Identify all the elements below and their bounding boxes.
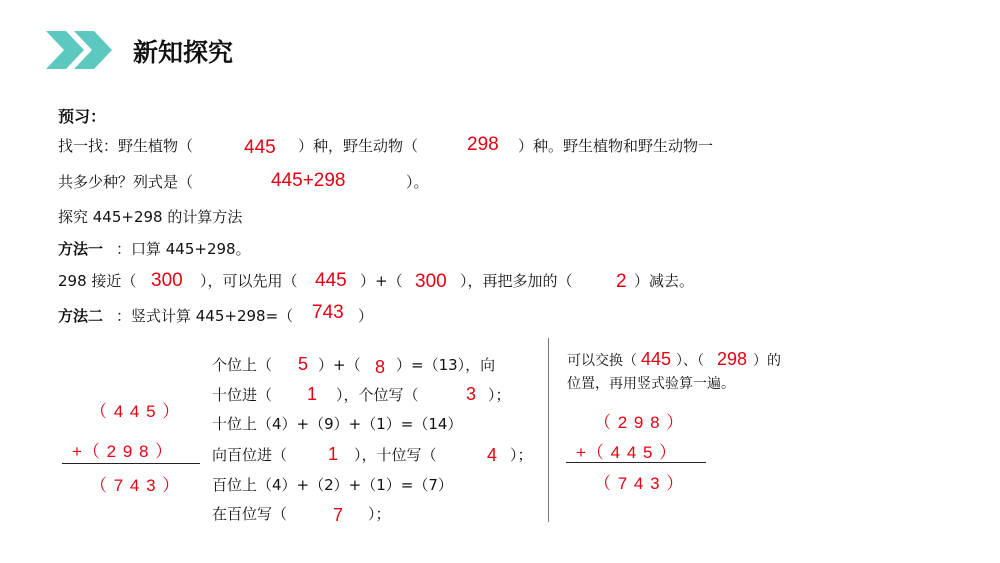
preview-line2-b: ）。 xyxy=(406,173,429,191)
answer-near: 300 xyxy=(151,270,183,291)
step6-a: 在百位写（ xyxy=(212,505,288,523)
vertical-row1: （ 4 4 5 ） xyxy=(90,402,181,421)
step2-b: ），个位写（ xyxy=(336,386,419,404)
step3: 十位上（4）+（9）+（1）=（14） xyxy=(212,415,463,433)
vertical-row3: （ 7 4 3 ） xyxy=(90,476,181,495)
method1-text: ：口算 445+298。 xyxy=(116,240,251,258)
check-row2: +（ 4 4 5 ） xyxy=(576,443,678,462)
method1-line-b: ），可以先用（ xyxy=(200,272,298,290)
step2-c: ）； xyxy=(488,386,511,404)
preview-line1-a: 找一找：野生植物（ xyxy=(58,137,194,155)
method2-text: ：竖式计算 445+298=（ xyxy=(116,307,294,325)
check-row3: （ 7 4 3 ） xyxy=(594,474,685,493)
check-line1-c: ）的 xyxy=(753,353,781,369)
step1-c: ）=（13），向 xyxy=(396,356,496,374)
step1-v1: 5 xyxy=(298,354,309,374)
answer-sum: 743 xyxy=(312,302,344,323)
step1-v2: 8 xyxy=(375,357,386,377)
step4-v1: 1 xyxy=(328,444,339,464)
preview-line2-a: 共多少种？列式是（ xyxy=(58,173,194,191)
check-row1: （ 2 9 8 ） xyxy=(594,413,685,432)
check-sum-rule xyxy=(566,462,706,463)
method1-line-c: ）+（ xyxy=(360,272,403,290)
method1-label: 方法一 xyxy=(58,240,104,258)
step2-a: 十位进（ xyxy=(212,386,273,404)
method2-label: 方法二 xyxy=(58,307,104,325)
step1-b: ）+（ xyxy=(318,356,361,374)
section-divider xyxy=(548,338,549,522)
method2-close: ） xyxy=(358,307,374,325)
answer-extra: 2 xyxy=(616,271,627,292)
step4-b: ），十位写（ xyxy=(354,446,437,464)
answer-first: 445 xyxy=(315,270,347,291)
vertical-row2: +（ 2 9 8 ） xyxy=(72,442,174,461)
answer-animals: 298 xyxy=(467,134,499,155)
check-line1-b: ）、（ xyxy=(676,353,704,369)
explore-line: 探究 445+298 的计算方法 xyxy=(58,208,243,226)
preview-line1-b: ）种，野生动物（ xyxy=(298,137,419,155)
answer-expression: 445+298 xyxy=(271,170,346,191)
step2-v2: 3 xyxy=(466,384,477,404)
vertical-sum-rule xyxy=(62,463,200,464)
step6-b: ）； xyxy=(368,505,391,523)
check-line2: 位置，再用竖式验算一遍。 xyxy=(567,376,735,392)
step4-c: ）； xyxy=(510,446,533,464)
method1-line-e: ）减去。 xyxy=(634,272,695,290)
step6-v: 7 xyxy=(333,505,344,525)
step4-a: 向百位进（ xyxy=(212,446,288,464)
check-v1: 445 xyxy=(641,349,672,369)
step5: 百位上（4）+（2）+（1）=（7） xyxy=(212,476,453,494)
check-line1-a: 可以交换（ xyxy=(567,353,637,369)
method1-line-d: ），再把多加的（ xyxy=(460,272,573,290)
answer-second: 300 xyxy=(415,271,447,292)
method1-line-a: 298 接近（ xyxy=(58,272,137,290)
check-v2: 298 xyxy=(717,349,748,369)
step1-a: 个位上（ xyxy=(212,356,273,374)
step2-v1: 1 xyxy=(307,384,318,404)
page-title: 新知探究 xyxy=(133,38,234,67)
preview-line1-c: ）种。野生植物和野生动物一 xyxy=(518,137,714,155)
step4-v2: 4 xyxy=(487,445,498,465)
answer-plants: 445 xyxy=(244,137,276,158)
preview-heading: 预习： xyxy=(58,107,107,126)
